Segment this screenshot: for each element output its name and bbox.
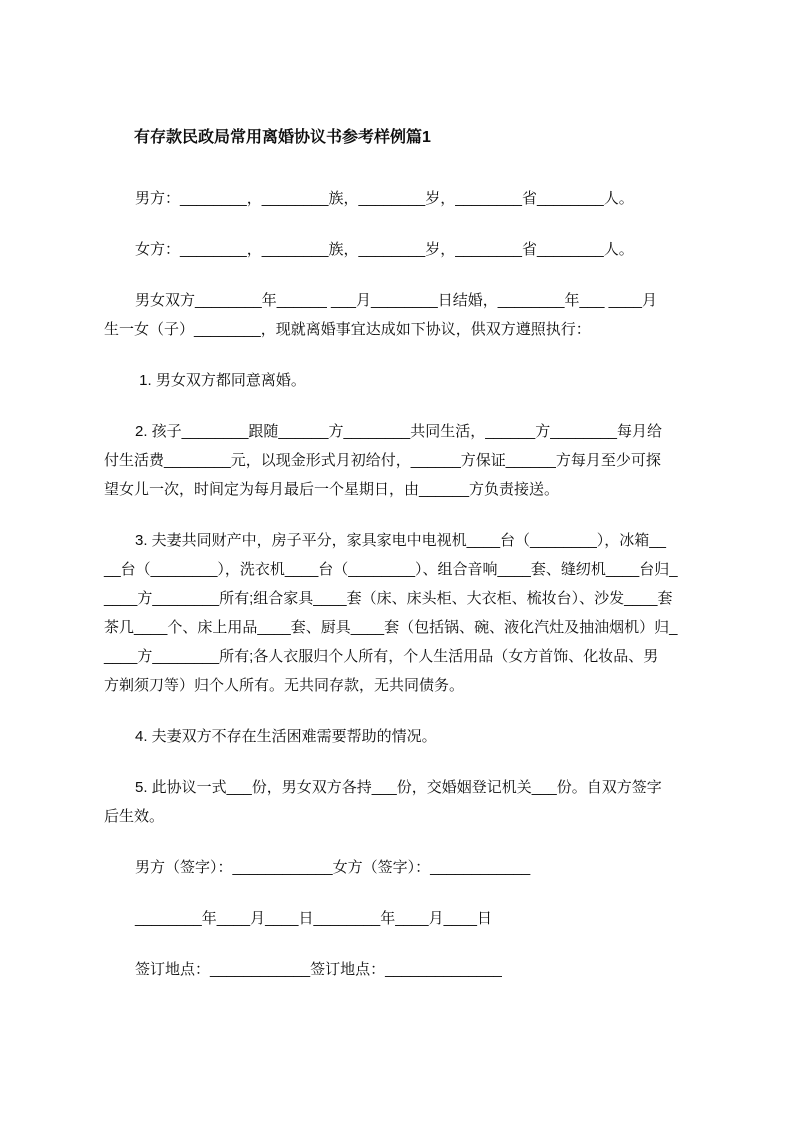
paragraph-6 [104,526,703,700]
text-line: 男女双方________年______ ___月________日结婚，________年___ ____月 [135,292,658,309]
text-line: 5. 此协议一式___份，男女双方各持___份，交婚姻登记机关___份。自双方签字 [135,779,662,796]
paragraph-4 [104,366,703,395]
paragraph-5 [104,417,703,504]
paragraph-10 [104,904,703,933]
text-line: 后生效。 [104,808,165,825]
text-line: 4. 夫妻双方不存在生活困难需要帮助的情况。 [135,728,437,745]
text-line: ________年____月____日________年____月____日 [135,910,492,927]
paragraph-8 [104,773,703,831]
text-line: 男方（签字）：____________女方（签字）：____________ [135,859,531,876]
text-line: 1. 男女双方都同意离婚。 [135,372,306,389]
paragraph-2 [104,235,703,264]
text-line: 茶几____个、床上用品____套、厨具____套（包括锅、碗、液化汽灶及抽油烟机）归_ [104,619,678,636]
text-line: 生一女（子）________，现就离婚事宜达成如下协议，供双方遵照执行： [104,321,591,338]
text-line: 签订地点：____________签订地点：______________ [135,961,502,978]
text-line: __台（________），洗衣机____台（________）、组合音响____套、缝纫机____台归_ [104,561,678,578]
text-line: ____方________所有;各人衣服归个人所有，个人生活用品（女方首饰、化妆品、男 [104,648,659,665]
text-line: 付生活费________元，以现金形式月初给付，______方保证______方每月至少可探 [104,452,661,469]
text-line: 3. 夫妻共同财产中，房子平分，家具家电中电视机____台（________），冰箱__ [135,532,666,549]
paragraph-1 [104,184,703,213]
paragraph-7 [104,722,703,751]
document-title: 有存款民政局常用离婚协议书参考样例篇1 [134,129,431,146]
text-line: 男方：________，________族，________岁，________省________人。 [135,190,634,207]
text-line: 望女儿一次，时间定为每月最后一个星期日，由______方负责接送。 [104,481,560,498]
paragraph-9 [104,853,703,882]
text-line: ____方________所有;组合家具____套（床、床头柜、大衣柜、梳妆台）、沙发____套 [104,590,673,607]
text-line: 2. 孩子________跟随______方________共同生活，______方________每月给 [135,423,663,440]
text-line: 方剃须刀等）归个人所有。无共同存款，无共同债务。 [104,677,465,694]
paragraph-11 [104,955,703,984]
document-body [104,184,703,984]
paragraph-3 [104,286,703,344]
text-line: 女方：________，________族，________岁，________省________人。 [135,241,634,258]
